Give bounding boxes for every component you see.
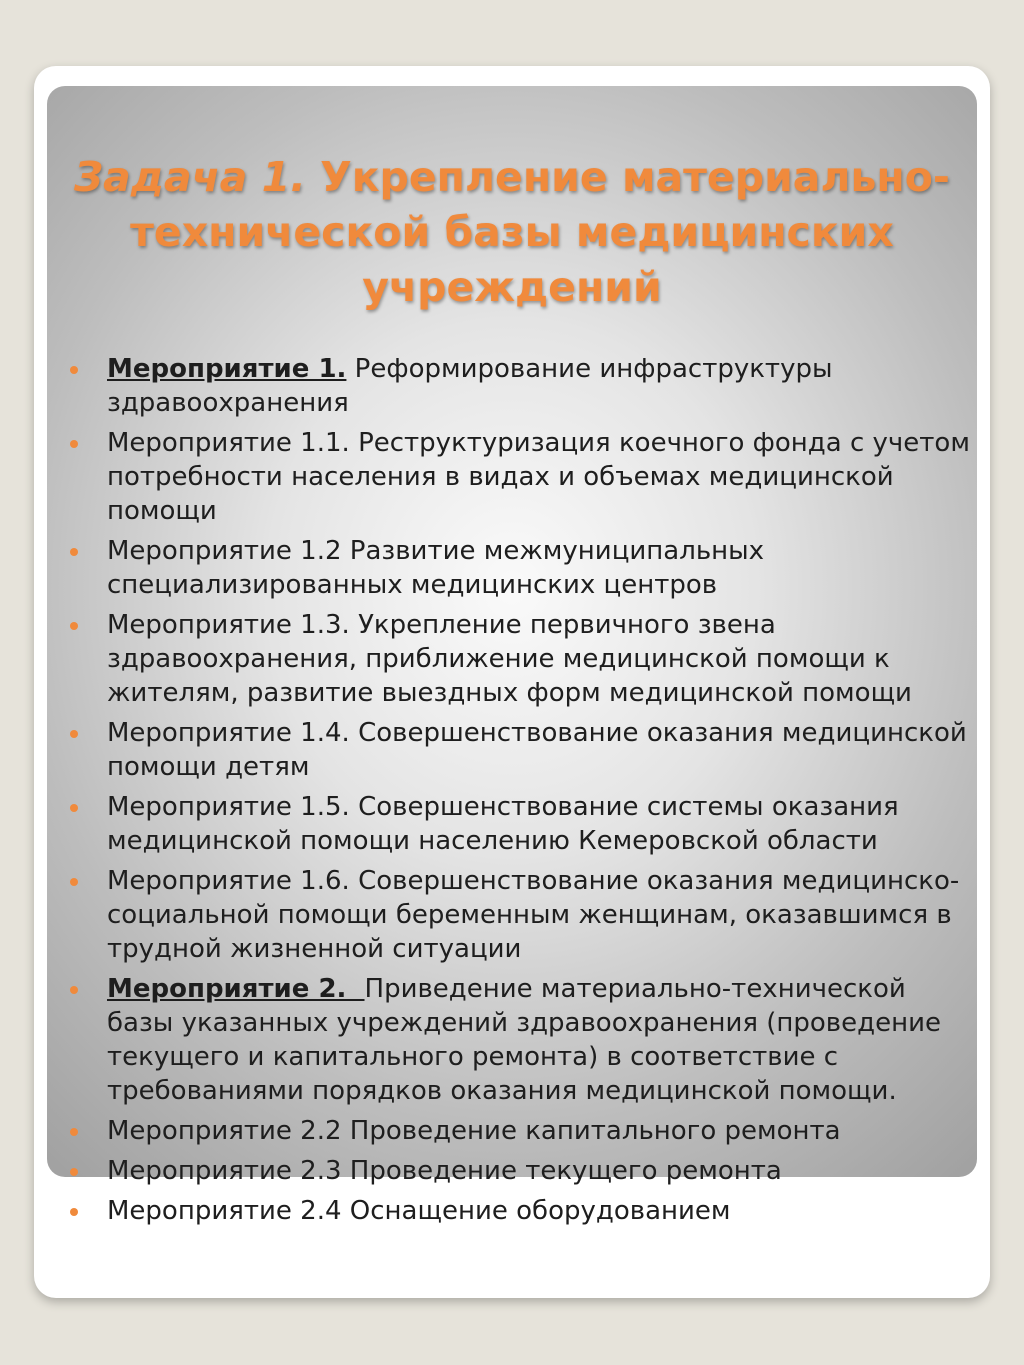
item-text: Мероприятие 1.2 Развитие межмуниципальных специализированных медицинских центров xyxy=(107,536,765,600)
item-text: Мероприятие 1.4. Совершенствование оказания медицинской помощи детям xyxy=(107,718,967,782)
list-item xyxy=(0,716,1024,784)
bullet-icon xyxy=(70,1208,78,1216)
bullet-icon xyxy=(70,804,78,812)
bullet-icon xyxy=(70,366,78,374)
item-label: Мероприятие 1. xyxy=(107,354,347,384)
list-item xyxy=(0,1154,1024,1188)
list-item xyxy=(0,864,1024,966)
item-text: Реформирование инфраструктуры здравоохранения xyxy=(107,354,833,418)
list-item xyxy=(0,426,1024,528)
bullet-icon xyxy=(70,1128,78,1136)
list-item xyxy=(0,972,1024,1108)
list-item xyxy=(0,1114,1024,1148)
bullet-list xyxy=(0,352,1024,1234)
bullet-icon xyxy=(70,878,78,886)
item-text: Мероприятие 2.2 Проведение капитального ремонта xyxy=(107,1116,841,1146)
item-text: Приведение материально-технической базы указанных учреждений здравоохранения (проведение текущего и капитального ремонта) в соответствие с требованиями порядков оказания медицинской помощи. xyxy=(107,974,941,1106)
list-item xyxy=(0,534,1024,602)
slide-title xyxy=(60,150,964,315)
item-label: Мероприятие 2. xyxy=(107,974,365,1004)
bullet-icon xyxy=(70,730,78,738)
item-text: Мероприятие 2.3 Проведение текущего ремонта xyxy=(107,1156,782,1186)
bullet-icon xyxy=(70,548,78,556)
item-text: Мероприятие 1.1. Реструктуризация коечного фонда с учетом потребности населения в видах и объемах медицинской помощи xyxy=(107,428,970,526)
bullet-icon xyxy=(70,622,78,630)
bullet-icon xyxy=(70,1168,78,1176)
list-item xyxy=(0,790,1024,858)
item-text: Мероприятие 1.3. Укрепление первичного звена здравоохранения, приближение медицинской помощи к жителям, развитие выездных форм медицинской помощи xyxy=(107,610,912,708)
list-item xyxy=(0,1194,1024,1228)
list-item xyxy=(0,352,1024,420)
list-item xyxy=(0,608,1024,710)
item-text: Мероприятие 1.5. Совершенствование системы оказания медицинской помощи населению Кемеровской области xyxy=(107,792,899,856)
bullet-icon xyxy=(70,440,78,448)
bullet-icon xyxy=(70,986,78,994)
slide-title-rest: Укрепление материально-технической базы медицинских учреждений xyxy=(130,153,950,311)
item-text: Мероприятие 2.4 Оснащение оборудованием xyxy=(107,1196,731,1226)
slide-title-lead: Задача 1. xyxy=(74,153,306,201)
item-text: Мероприятие 1.6. Совершенствование оказания медицинско-социальной помощи беременным женщинам, оказавшимся в трудной жизненной ситуации xyxy=(107,866,960,964)
